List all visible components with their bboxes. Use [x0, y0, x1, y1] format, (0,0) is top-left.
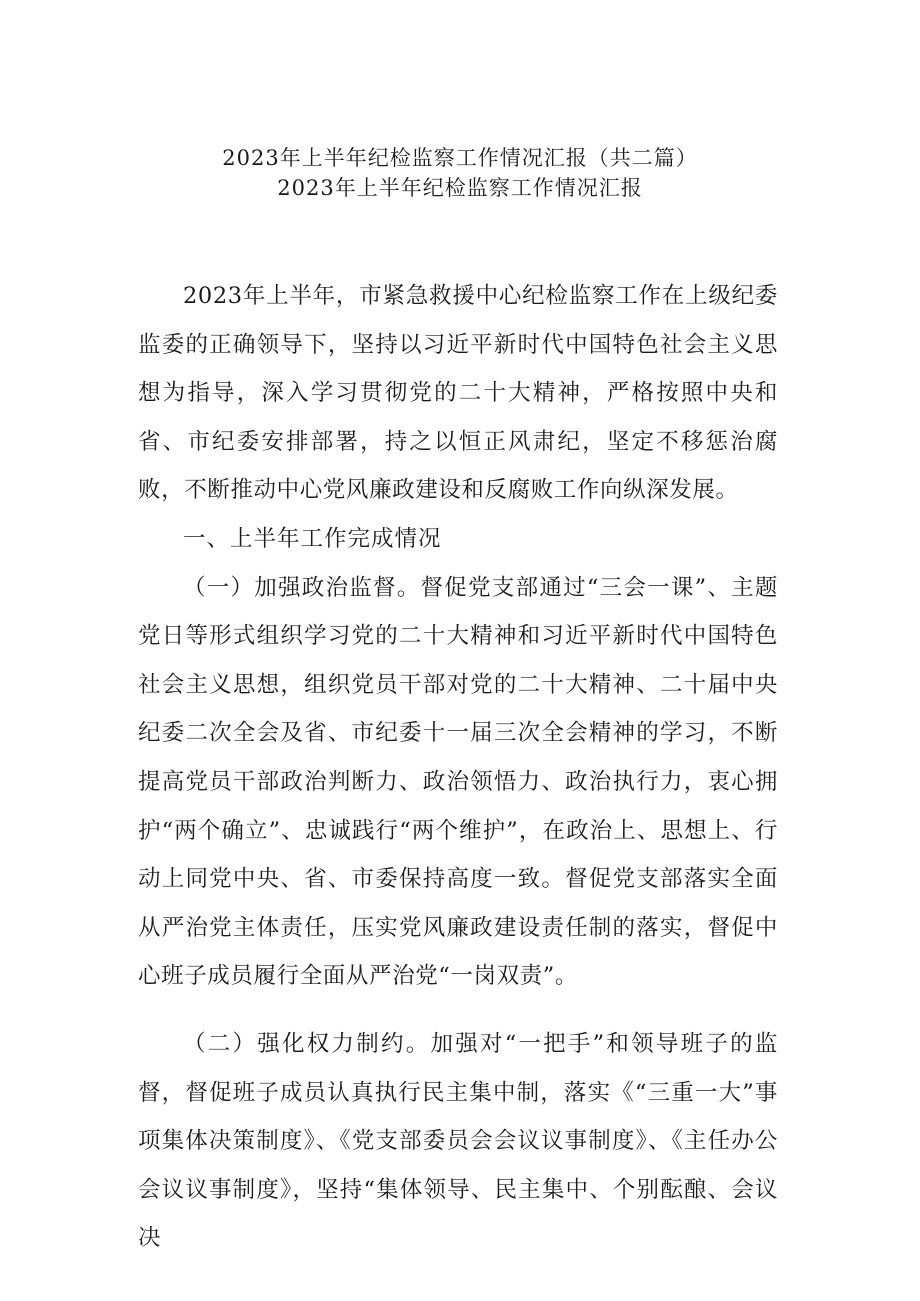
intro-paragraph: 2023年上半年，市紧急救援中心纪检监察工作在上级纪委监委的正确领导下，坚持以习近平新时代中国特色社会主义思想为指导，深入学习贯彻党的二十大精神，严格按照中央和省、市纪委安排部署，持之以恒正风肃纪，坚定不移惩治腐败，不断推动中心党风廉政建设和反腐败工作向纵深发展。: [138, 283, 778, 504]
item-paragraph-2: （二）强化权力制约。加强对“一把手”和领导班子的监督，督促班子成员认真执行民主集中制，落实《“三重一大”事项集体决策制度》、《党支部委员会会议议事制度》、《主任办公会议议事制度》，坚持“集体领导、民主集中、个别酝酿、会议决: [138, 1030, 778, 1252]
document-subtitle: 2023年上半年纪检监察工作情况汇报: [277, 176, 643, 200]
document-body: [138, 272, 778, 1263]
document-title: 2023年上半年纪检监察工作情况汇报（共二篇）: [222, 146, 698, 170]
item-paragraph-1: （一）加强政治监督。督促党支部通过“三会一课”、主题党日等形式组织学习党的二十大精神和习近平新时代中国特色社会主义思想，组织党员干部对党的二十大精神、二十届中央纪委二次全会及省、市纪委十一届三次全会精神的学习，不断提高党员干部政治判断力、政治领悟力、政治执行力，衷心拥护“两个确立”、忠诚践行“两个维护”，在政治上、思想上、行动上同党中央、省、市委保持高度一致。督促党支部落实全面从严治党主体责任，压实党风廉政建设责任制的落实，督促中心班子成员履行全面从严治党“一岗双责”。: [138, 574, 778, 990]
section-heading: 一、上半年工作完成情况: [183, 525, 442, 552]
title-block: [0, 143, 920, 203]
